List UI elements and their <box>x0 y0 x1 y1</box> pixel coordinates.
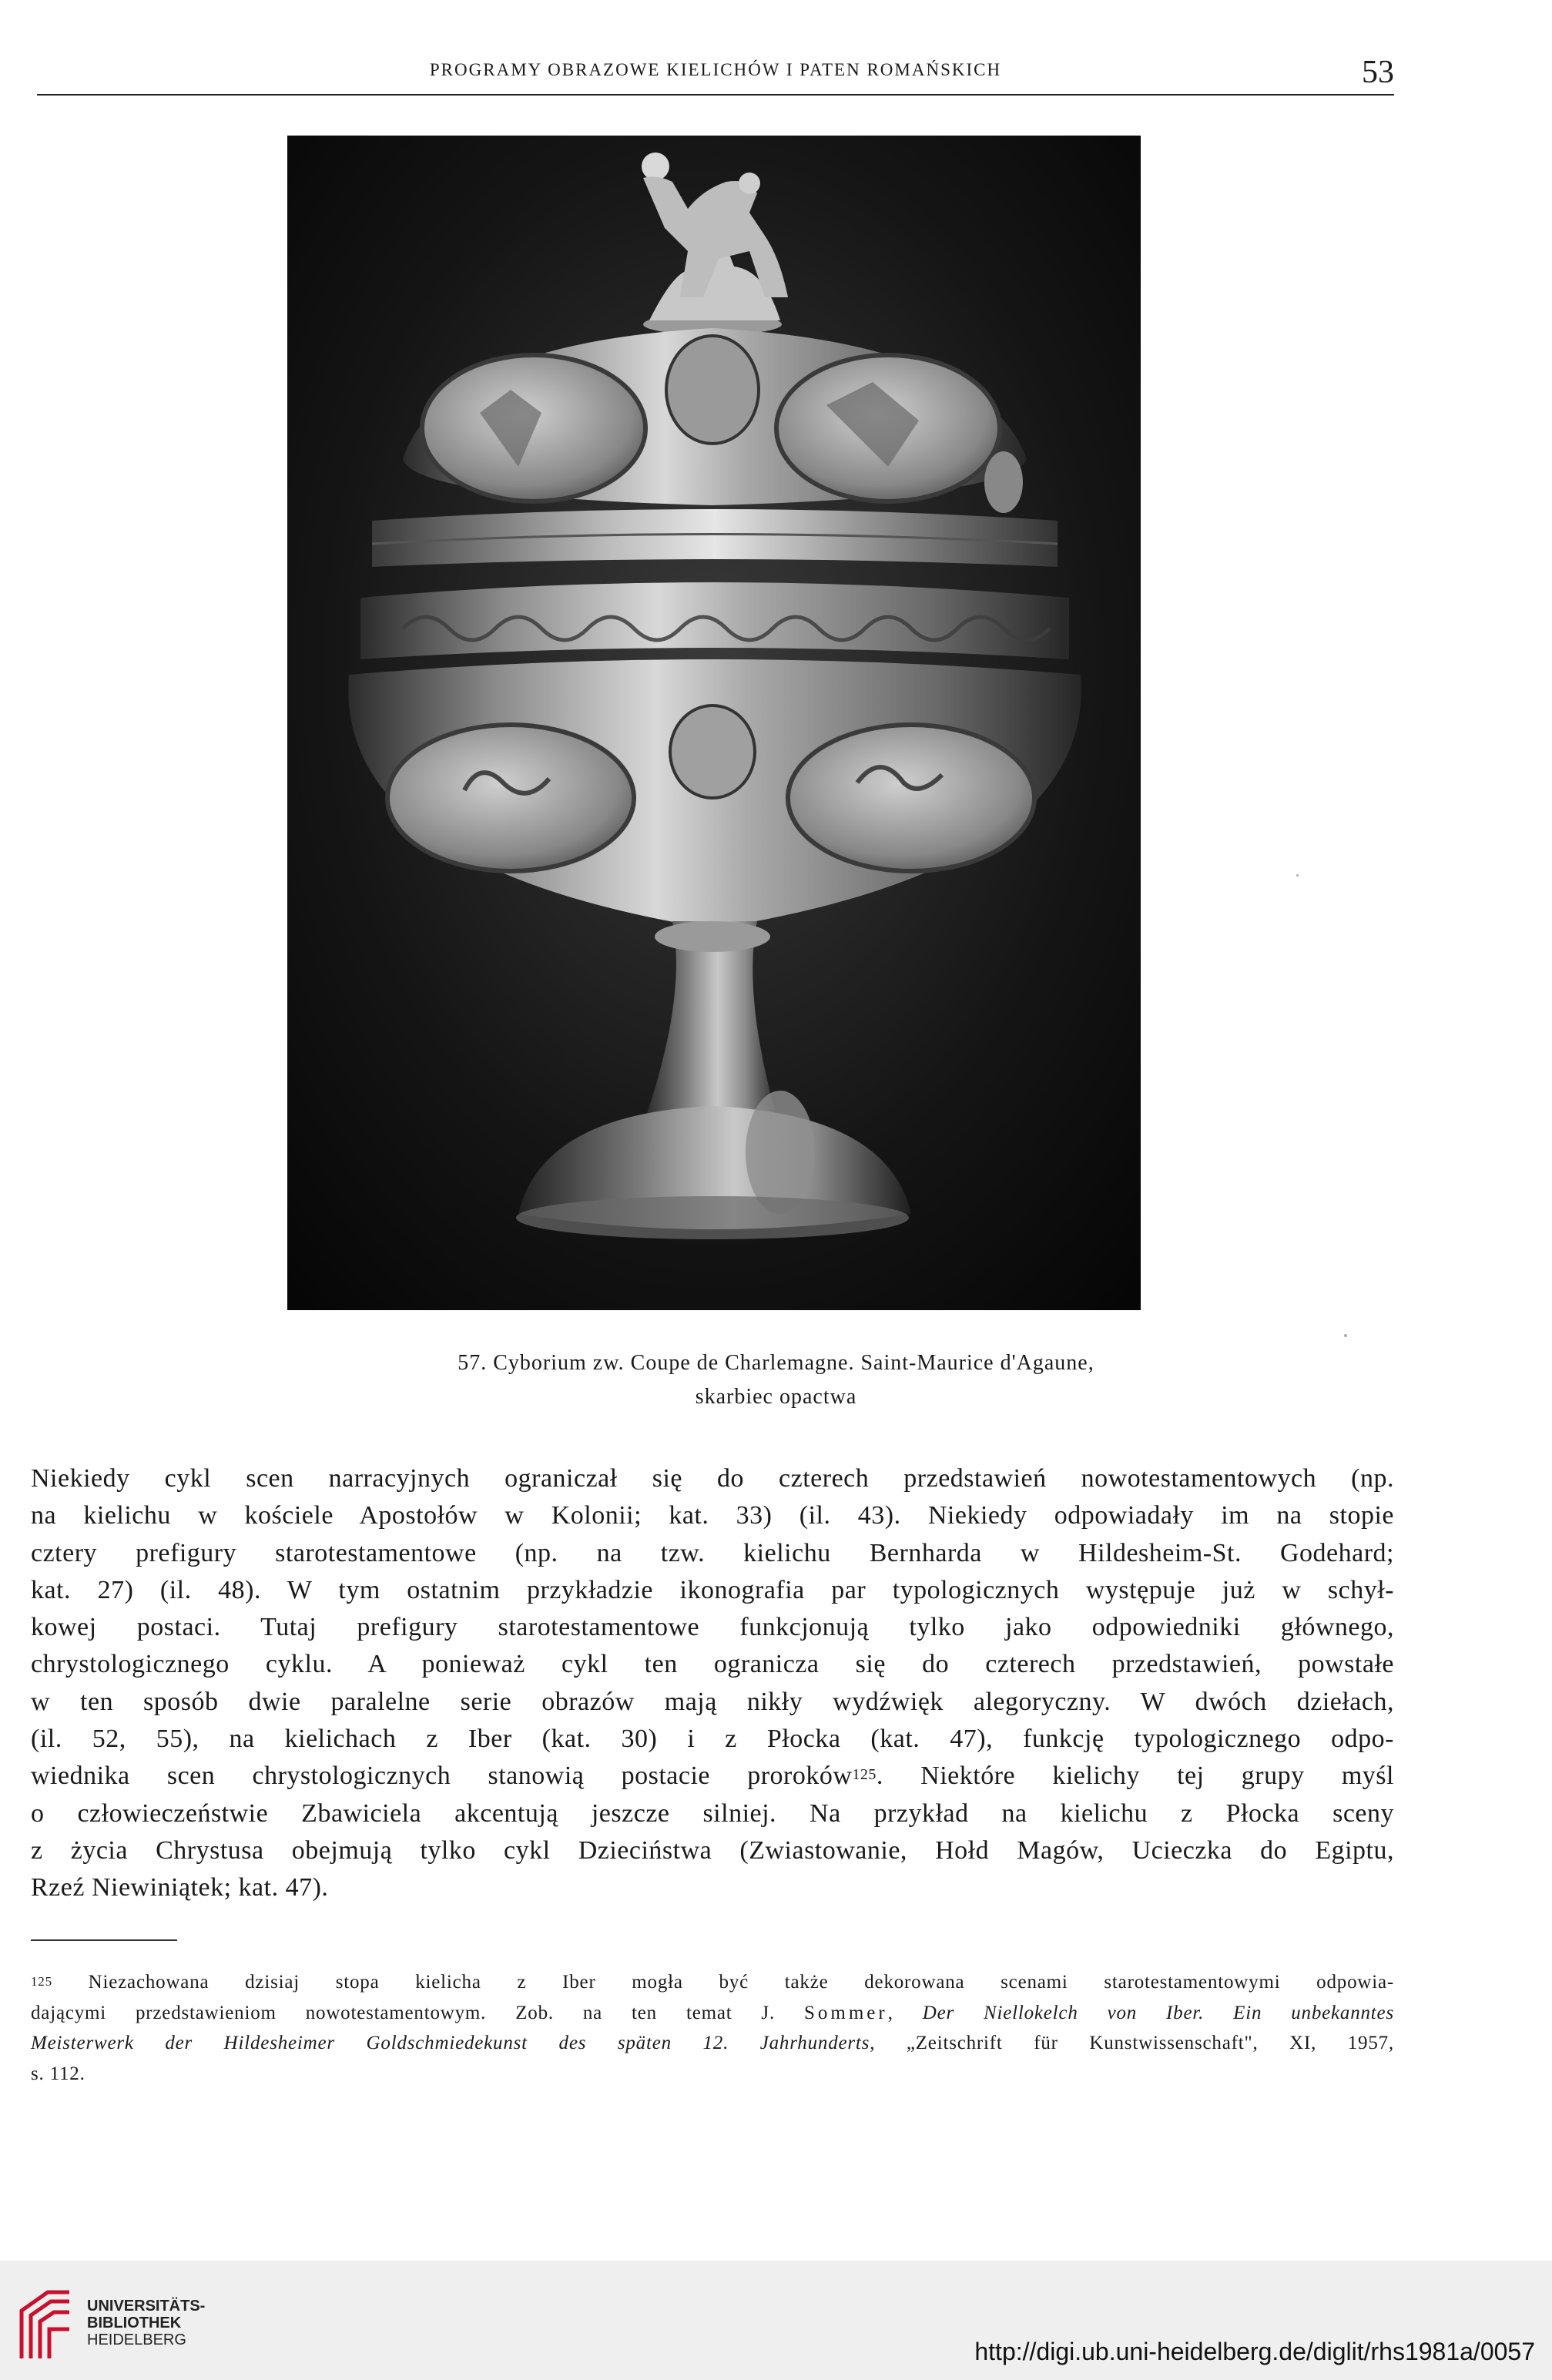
body-line-6: chrystologicznego cyklu. A ponieważ cykl ten ogranicza się do czterech przedstawień, powstałe <box>31 1650 1394 1679</box>
scan-speck <box>1296 874 1299 877</box>
footnote-line-1 <box>31 1967 1394 1998</box>
footnote-line-2 <box>31 1998 1394 2029</box>
body-line-1: Niekiedy cykl scen narracyjnych ograniczał się do czterech przedstawień nowotestamentowych (np. <box>31 1464 1394 1493</box>
cup-medallion-left <box>387 725 634 871</box>
body-line-9 <box>31 1758 1394 1795</box>
library-name-line-1: UNIVERSITÄTS- <box>87 2298 206 2315</box>
footnote-reference[interactable]: 125 <box>852 1766 877 1784</box>
caption-line-2: skarbiec opactwa <box>695 1385 857 1409</box>
body-line-2: na kielichu w kościele Apostołów w Kolonii; kat. 33) (il. 43). Niekiedy odpowiadały im na stopie <box>31 1501 1394 1530</box>
caption-line-1: 57. Cyborium zw. Coupe de Charlemagne. Saint-Maurice d'Agaune, <box>458 1351 1094 1375</box>
library-footer <box>0 2261 1552 2380</box>
cup-angel-ornament <box>670 706 755 798</box>
ciborium-photograph <box>287 136 1141 1310</box>
body-line-8: (il. 52, 55), na kielichach z Iber (kat. 30) i z Płocka (kat. 47), funkcję typologicznego odpo- <box>31 1725 1394 1754</box>
ciborium-image <box>287 136 1141 1310</box>
body-line-9-start: wiednika scen chrystologicznych stanowią postacie proroków <box>31 1762 853 1791</box>
library-name-line-3: HEIDELBERG <box>87 2331 186 2348</box>
footnote-line-4: s. 112. <box>31 2063 85 2084</box>
university-library-logo-icon <box>17 2288 74 2362</box>
footnote-line-1-text: Niezachowana dzisiaj stopa kielicha z Iber mogła być także dekorowana scenami starotestamentowymi odpowia- <box>88 1972 1394 1993</box>
footnote-line-3 <box>31 2028 1394 2059</box>
body-line-9-end: . Niektóre kielichy tej grupy myśl <box>876 1762 1394 1791</box>
body-paragraph <box>31 1460 1394 1907</box>
scan-speck <box>1344 1334 1347 1337</box>
figure-caption <box>231 1346 1321 1414</box>
body-line-12: Rzeź Niewiniątek; kat. 47). <box>31 1873 329 1902</box>
footnote-author: Sommer <box>803 2002 888 2023</box>
running-title: PROGRAMY OBRAZOWE KIELICHÓW I PATEN ROMAŃSKICH <box>429 60 1002 79</box>
lid-center-ornament <box>666 336 759 444</box>
footnote-journal: , „Zeitschrift für Kunstwissenschaft", XI, 1957, <box>870 2033 1394 2053</box>
footnote-rule <box>31 1939 177 1941</box>
footnote <box>31 1967 1394 2089</box>
footnote-work-title: Der Niellokelch von Iber. Ein unbekanntes <box>922 2002 1394 2023</box>
footnote-work-title-cont: Meisterwerk der Hildesheimer Goldschmiedekunst des späten 12. Jahrhunderts <box>31 2033 870 2053</box>
library-name <box>87 2298 205 2348</box>
header-rule <box>37 94 1394 96</box>
source-url-link[interactable]: http://digi.ub.uni-heidelberg.de/diglit/rhs1981a/0057 <box>974 2338 1535 2365</box>
footnote-line-2-text: dającymi przedstawieniom nowotestamentowym. Zob. na ten temat J. <box>31 2002 776 2023</box>
body-line-7: w ten sposób dwie paralelne serie obrazów mają nikły wydźwięk alegoryczny. W dwóch dziełach, <box>31 1687 1394 1716</box>
footnote-number: 125 <box>31 1974 52 1989</box>
cup-medallion-right <box>788 725 1034 871</box>
body-line-10: o człowieczeństwie Zbawiciela akcentują jeszcze silniej. Na przykład na kielichu z Płocka sceny <box>31 1798 1394 1828</box>
footnote-separator: , <box>887 2002 893 2023</box>
body-line-3: cztery prefigury starotestamentowe (np. na tzw. kielichu Bernharda w Hildesheim-St. Godehard; <box>31 1538 1394 1567</box>
library-name-line-2: BIBLIOTHEK <box>87 2315 182 2331</box>
page-number: 53 <box>1362 55 1394 90</box>
body-line-5: kowej postaci. Tutaj prefigury starotestamentowe funkcjonują tylko jako odpowiedniki głównego, <box>31 1613 1394 1642</box>
lid-drop-ornament <box>984 451 1023 513</box>
body-line-11: z życia Chrystusa obejmują tylko cykl Dzieciństwa (Zwiastowanie, Hołd Magów, Ucieczka do Egiptu, <box>31 1835 1394 1865</box>
body-line-4: kat. 27) (il. 48). W tym ostatnim przykładzie ikonografia par typologicznych występuje już w schył- <box>31 1575 1394 1604</box>
running-head <box>37 54 1394 94</box>
